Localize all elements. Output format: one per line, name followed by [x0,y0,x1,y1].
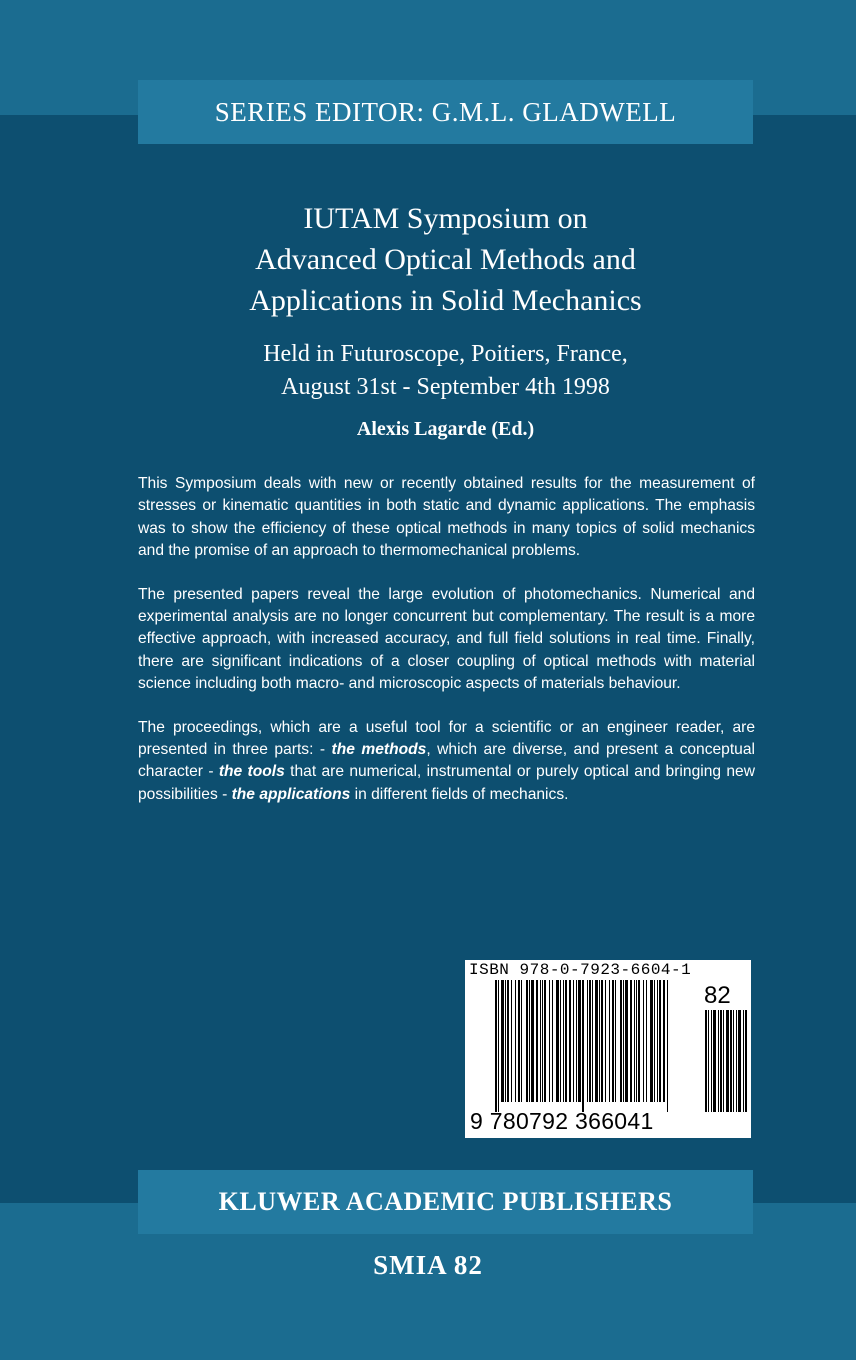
barcode-bar [730,1010,732,1112]
barcode-bar [623,980,624,1102]
barcode-bar [563,980,564,1102]
barcode-bar [612,980,614,1102]
barcode-bar [743,1010,744,1112]
paragraph-text: The proceedings, which are a useful tool for a scientific or an engineer reader, are presented in three parts: - [138,718,755,759]
isbn-number: ISBN 978-0-7923-6604-1 [469,961,692,979]
barcode-bar [501,980,504,1102]
publisher-banner [138,1170,753,1234]
barcode-bar [646,980,647,1102]
barcode-bar [620,980,622,1102]
barcode-bar [711,1010,712,1112]
barcode-bar [718,1010,719,1112]
barcode-bar [634,980,635,1102]
barcode-bar [638,980,640,1102]
barcode-bar [657,980,658,1102]
paragraph-text: that are numerical, instrumental or purely optical and bringing new possibilities - [138,763,755,803]
barcode-bar [529,980,530,1102]
blurb-paragraph-3 [138,717,755,807]
barcode-bar [573,980,574,1102]
title-line: Advanced Optical Methods and [255,243,636,276]
paragraph-text: , which are diverse, and present a conceptual character - [138,741,755,781]
barcode-bar [505,980,506,1102]
emphasis-methods: the methods [331,741,427,759]
barcode-bar [609,980,610,1102]
barcode-bar [595,980,598,1102]
barcode-bar [659,980,661,1102]
barcode-bar [515,980,516,1102]
barcode-bar [599,980,600,1102]
series-number: SMIA 82 [373,1250,483,1280]
emphasis-tools: the tools [218,763,285,781]
barcode-bar [576,980,577,1102]
barcode-bar [565,980,567,1102]
isbn-barcode [465,960,751,1138]
blurb [138,473,755,827]
barcode-bar [507,980,509,1102]
barcode-bar [587,980,588,1102]
barcode-bar [526,980,528,1102]
barcode-bar [495,980,497,1112]
barcode-bar [552,980,553,1102]
barcode-bar [720,1010,722,1112]
barcode-bar [544,980,546,1102]
venue-line: Held in Futuroscope, Poitiers, France, [263,341,628,367]
barcode-bar [663,980,665,1102]
venue-line: August 31st - September 4th 1998 [281,374,610,400]
barcode-bar [705,1010,707,1112]
barcode-bar [625,980,628,1102]
title-line: IUTAM Symposium on [303,202,588,235]
price-code: 82 [704,982,731,1009]
barcode-bar [582,980,584,1112]
barcode-bar [723,1010,724,1112]
barcode-bar [601,980,603,1102]
book-title [138,198,753,321]
barcode-bar [556,980,559,1102]
barcode-bar [726,1010,729,1112]
barcode-bar [643,980,644,1102]
publisher-name: KLUWER ACADEMIC PUBLISHERS [218,1187,673,1216]
barcode-bar [511,980,512,1102]
barcode-bar [578,980,581,1102]
barcode-bar [589,980,591,1102]
barcode-bar [745,1010,747,1112]
barcode-bar [636,980,637,1102]
paragraph-text: in different fields of mechanics. [350,785,569,803]
blurb-paragraph-1: This Symposium deals with new or recently obtained results for the measurement of stresses or kinematic quantities in both static and dynamic applications. The emphasis was to show the efficiency of these optical methods in many topics of solid mechanics and the promise of an approach to thermomechanical problems. [138,475,755,560]
barcode-bar [540,980,541,1102]
ean-digits: 9 780792 366041 [470,1108,654,1134]
volume-editor: Alexis Lagarde (Ed.) [356,418,535,440]
barcode-bar [713,1010,716,1112]
blurb-paragraph-2: The presented papers reveal the large evolution of photomechanics. Numerical and experimental analysis are no longer concurrent but complementary. The result is a more effective approach, with increased accuracy, and full field solutions in real time. Finally, there are significant indications of a closer coupling of optical methods with material science including both macro- and microscopic aspects of materials behaviour. [138,585,755,693]
barcode-bar [736,1010,737,1112]
barcode-bar [654,980,655,1102]
venue-info [138,338,753,404]
barcode-bar [650,980,653,1102]
barcode-bar [560,980,561,1102]
barcode-bar [518,980,520,1102]
barcode-bar [536,980,538,1102]
barcode-bar [531,980,534,1102]
barcode-bar [605,980,606,1102]
barcode-bar [708,1010,709,1112]
series-editor-banner [138,80,753,144]
barcode-bar [592,980,593,1102]
barcode-bar [733,1010,734,1112]
barcode-bar [615,980,616,1102]
series-editor-text: SERIES EDITOR: G.M.L. GLADWELL [214,96,677,127]
barcode-bar [521,980,522,1102]
barcode-bar [630,980,632,1102]
barcode-bar [738,1010,741,1112]
barcode-bar [667,980,668,1112]
emphasis-applications: the applications [231,785,351,803]
barcode-bar [498,980,499,1112]
barcode-bar [542,980,543,1102]
barcode-bar [549,980,550,1102]
barcode-bar [569,980,571,1102]
title-line: Applications in Solid Mechanics [249,284,642,317]
